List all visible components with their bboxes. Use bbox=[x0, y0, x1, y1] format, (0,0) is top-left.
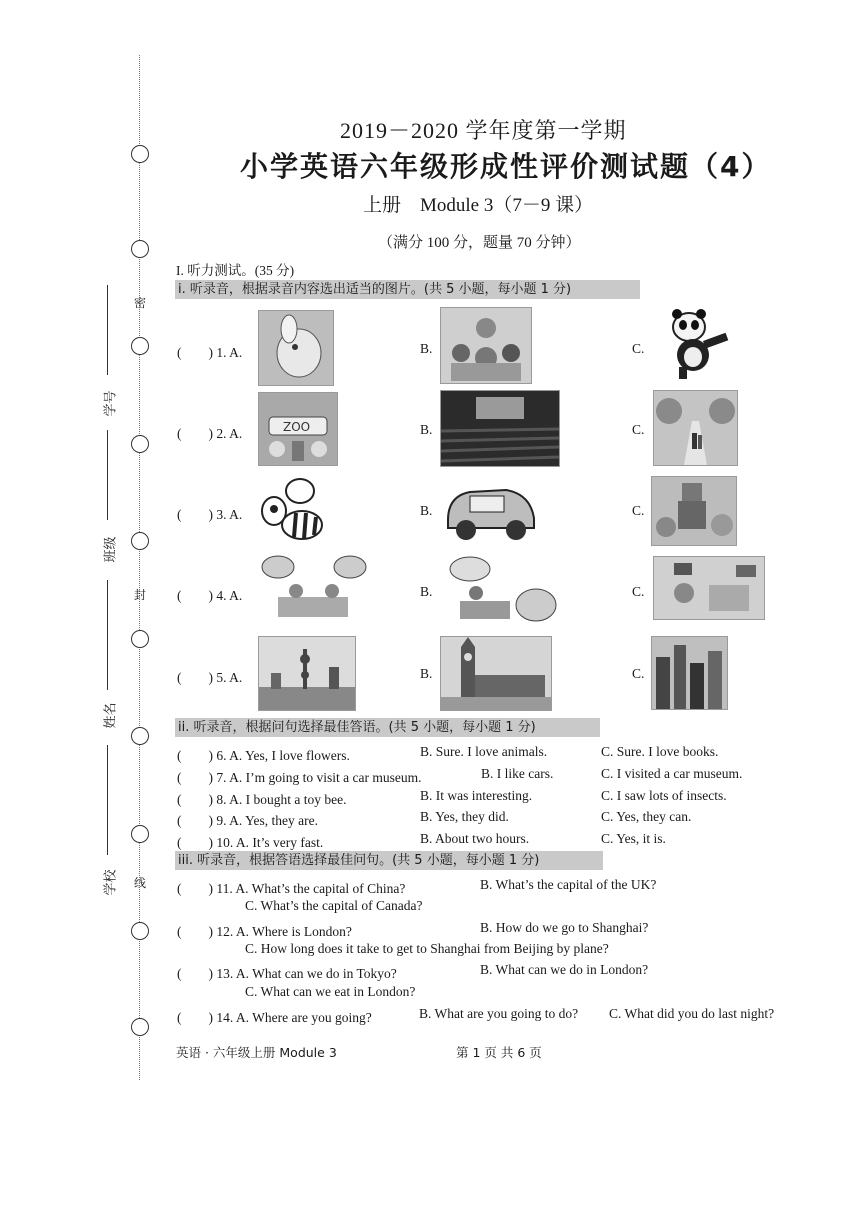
q14-option-a: ( ) 14. A. Where are you going? bbox=[177, 1010, 372, 1025]
q11-option-b: B. What’s the capital of the UK? bbox=[480, 877, 657, 892]
q6-option-c: C. Sure. I love books. bbox=[601, 744, 719, 759]
q13-option-a: ( ) 13. A. What can we do in Tokyo? bbox=[177, 966, 397, 981]
children-reading-icon[interactable] bbox=[440, 553, 558, 628]
q9-stem: ( ) 9. A. Yes, they are. bbox=[177, 813, 318, 828]
section-i-title: i. 听录音，根据录音内容选出适当的图片。(共 5 小题，每小题 1 分) bbox=[175, 280, 640, 299]
q7-stem: ( ) 7. A. I’m going to visit a car museum. bbox=[177, 770, 422, 785]
q6-option-b: B. Sure. I love animals. bbox=[420, 744, 548, 759]
q1-number: ( ) 1. A. bbox=[177, 345, 243, 360]
q8-stem: ( ) 8. A. I bought a toy bee. bbox=[177, 792, 347, 807]
big-ben-icon[interactable] bbox=[440, 636, 552, 711]
zoo-icon[interactable] bbox=[258, 392, 338, 466]
section-iii-title: iii. 听录音，根据答语选择最佳问句。(共 5 小题，每小题 1 分) bbox=[175, 851, 603, 870]
q14-option-c: C. What did you do last night? bbox=[609, 1006, 775, 1021]
cinema-icon[interactable] bbox=[440, 390, 560, 467]
q11-option-c: C. What’s the capital of Canada? bbox=[245, 898, 423, 913]
label-student-id: 学号 bbox=[102, 390, 118, 417]
robot-toys-icon[interactable] bbox=[651, 476, 737, 546]
q13-option-b: B. What can we do in London? bbox=[480, 962, 649, 977]
q4-option-b: B. bbox=[420, 584, 433, 599]
binding-hole bbox=[131, 145, 149, 163]
q4-option-c: C. bbox=[632, 584, 645, 599]
write-line-name[interactable] bbox=[107, 580, 108, 690]
part1-title: I. 听力测试。(35 分) bbox=[176, 263, 295, 278]
q12-option-a: ( ) 12. A. Where is London? bbox=[177, 924, 352, 939]
q2-number: ( ) 2. A. bbox=[177, 426, 243, 441]
write-line-class[interactable] bbox=[107, 430, 108, 520]
binding-hole bbox=[131, 435, 149, 453]
year-line: 2019－2020 学年度第一学期 bbox=[340, 118, 627, 143]
section-ii-title: ii. 听录音，根据问句选择最佳答语。(共 5 小题，每小题 1 分) bbox=[175, 718, 600, 737]
classroom-flags-icon[interactable] bbox=[653, 556, 765, 620]
q5-number: ( ) 5. A. bbox=[177, 670, 243, 685]
q3-number: ( ) 3. A. bbox=[177, 507, 243, 522]
q7-option-b: B. I like cars. bbox=[481, 766, 554, 781]
q6-stem: ( ) 6. A. Yes, I love flowers. bbox=[177, 748, 350, 763]
page-title: 小学英语六年级形成性评价测试题（4） bbox=[240, 150, 772, 183]
q2-option-c: C. bbox=[632, 422, 645, 437]
park-walk-icon[interactable] bbox=[653, 390, 738, 466]
shanghai-skyline-icon[interactable] bbox=[258, 636, 356, 711]
page-number: 第 1 页 共 6 页 bbox=[456, 1045, 542, 1060]
write-line-school[interactable] bbox=[107, 745, 108, 855]
q13-option-c: C. What can we eat in London? bbox=[245, 984, 416, 999]
binding-hole bbox=[131, 337, 149, 355]
q10-option-c: C. Yes, it is. bbox=[601, 831, 666, 846]
q10-stem: ( ) 10. A. It’s very fast. bbox=[177, 835, 324, 850]
footer-left: 英语 · 六年级上册 Module 3 bbox=[176, 1045, 337, 1060]
q10-option-b: B. About two hours. bbox=[420, 831, 530, 846]
label-class: 班级 bbox=[102, 536, 118, 563]
dwarfs-cartoon-icon[interactable] bbox=[440, 307, 532, 384]
binding-hole bbox=[131, 630, 149, 648]
score-info: （满分 100 分，题量 70 分钟） bbox=[378, 235, 581, 251]
q14-option-b: B. What are you going to do? bbox=[419, 1006, 579, 1021]
write-line-student-id[interactable] bbox=[107, 285, 108, 375]
q1-option-b: B. bbox=[420, 341, 433, 356]
q2-option-b: B. bbox=[420, 422, 433, 437]
q11-option-a: ( ) 11. A. What’s the capital of China? bbox=[177, 881, 406, 896]
subtitle: 上册 Module 3（7－9 课） bbox=[363, 195, 594, 216]
q4-number: ( ) 4. A. bbox=[177, 588, 243, 603]
binding-hole bbox=[131, 825, 149, 843]
svg-text:ZOO: ZOO bbox=[283, 420, 311, 434]
binding-hole bbox=[131, 727, 149, 745]
q5-option-c: C. bbox=[632, 666, 645, 681]
kids-thinking-icon[interactable] bbox=[258, 553, 368, 625]
bee-icon[interactable] bbox=[258, 473, 328, 549]
binding-hole bbox=[131, 922, 149, 940]
cartoon-animal-icon[interactable] bbox=[258, 310, 334, 386]
binding-hole bbox=[131, 1018, 149, 1036]
q8-option-c: C. I saw lots of insects. bbox=[601, 788, 727, 803]
seal-char: 密 bbox=[134, 296, 147, 310]
binding-hole bbox=[131, 532, 149, 550]
q5-option-b: B. bbox=[420, 666, 433, 681]
label-name: 姓名 bbox=[102, 702, 118, 729]
q9-option-b: B. Yes, they did. bbox=[420, 809, 509, 824]
q8-option-b: B. It was interesting. bbox=[420, 788, 533, 803]
q12-option-b: B. How do we go to Shanghai? bbox=[480, 920, 649, 935]
seal-char: 线 bbox=[134, 876, 147, 890]
label-school: 学校 bbox=[102, 869, 118, 896]
q7-option-c: C. I visited a car museum. bbox=[601, 766, 743, 781]
panda-icon[interactable] bbox=[651, 305, 731, 380]
q9-option-c: C. Yes, they can. bbox=[601, 809, 692, 824]
q1-option-c: C. bbox=[632, 341, 645, 356]
car-icon[interactable] bbox=[440, 474, 540, 542]
binding-hole bbox=[131, 240, 149, 258]
q3-option-c: C. bbox=[632, 503, 645, 518]
q12-option-c: C. How long does it take to get to Shanghai from Beijing by plane? bbox=[245, 941, 609, 956]
city-buildings-icon[interactable] bbox=[651, 636, 728, 710]
seal-char: 封 bbox=[134, 588, 147, 602]
q3-option-b: B. bbox=[420, 503, 433, 518]
